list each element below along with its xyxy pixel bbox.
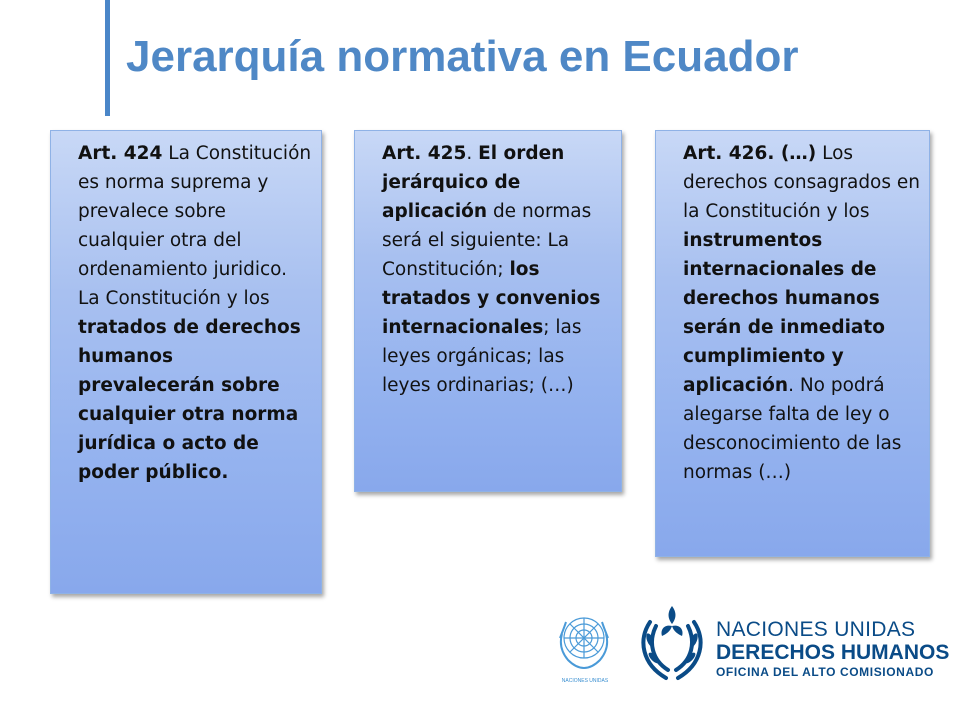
slide-title: Jerarquía normativa en Ecuador: [126, 32, 799, 81]
article-text: La Constitución es norma suprema y prevalece sobre cualquier otra del ordenamiento juridico. La Constitución y los: [78, 143, 312, 309]
org-name: [716, 618, 949, 680]
article-text: . No podrá alegarse falta de ley o desconocimiento de las normas (…): [683, 375, 902, 483]
article-bold-text: tratados de derechos humanos prevalecerán sobre cualquier otra norma jurídica o acto de poder público.: [78, 317, 301, 483]
article-text: ; las leyes orgánicas; las leyes ordinarias; (…): [382, 317, 582, 396]
ohchr-emblem-icon: [636, 600, 708, 686]
org-name-line1: NACIONES UNIDAS: [716, 618, 916, 641]
org-name-line2: DERECHOS HUMANOS: [716, 641, 950, 664]
article-bold-text: Art. 425: [382, 143, 467, 164]
article-bold-text: Art. 426. (…): [683, 143, 817, 164]
article-bold-text: Art. 424: [78, 143, 163, 164]
article-bold-text: El orden jerárquico de aplicación: [382, 143, 565, 222]
title-accent-bar: [105, 0, 110, 116]
org-name-line3: OFICINA DEL ALTO COMISIONADO: [716, 665, 934, 679]
footer-logos: [550, 600, 950, 700]
article-426-box: [655, 130, 930, 557]
article-text: de normas será el siguiente: La Constitución;: [382, 201, 592, 280]
un-caption: NACIONES UNIDAS: [561, 678, 609, 684]
article-text: Los derechos consagrados en la Constitución y los: [683, 143, 921, 222]
article-text: .: [466, 143, 479, 164]
article-bold-text: los tratados y convenios internacionales: [382, 259, 601, 338]
article-425-box: [354, 130, 622, 492]
article-424-box: [50, 130, 322, 594]
article-bold-text: instrumentos internacionales de derechos humanos serán de inmediato cumplimiento y aplicación: [683, 230, 885, 396]
